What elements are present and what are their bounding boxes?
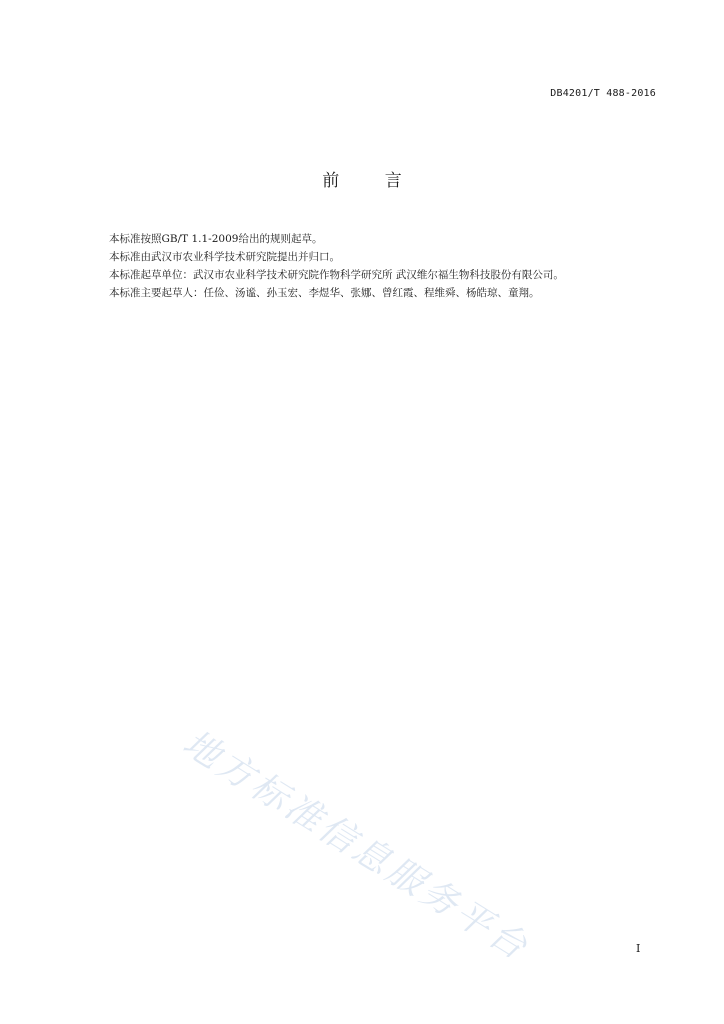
foreword-body — [88, 230, 661, 302]
paragraph-drafting-units: 本标准起草单位：武汉市农业科学技术研究院作物科学研究所 武汉维尔福生物科技股份有限公司。 — [109, 269, 564, 281]
standard-code: DB4201/T 488-2016 — [550, 88, 656, 99]
paragraph-proposer: 本标准由武汉市农业科学技术研究院提出并归口。 — [109, 251, 340, 263]
page-number: I — [636, 942, 641, 955]
section-title: 前 言 — [322, 171, 422, 191]
paragraph-drafters: 本标准主要起草人：任俭、汤谧、孙玉宏、李煜华、张娜、曾红霞、程维舜、杨皓琼、童翔。 — [109, 287, 540, 299]
watermark-text: 地方标准信息服务平台 — [175, 722, 537, 970]
paragraph-drafting-rules: 本标准按照GB/T 1.1-2009给出的规则起草。 — [109, 233, 323, 245]
